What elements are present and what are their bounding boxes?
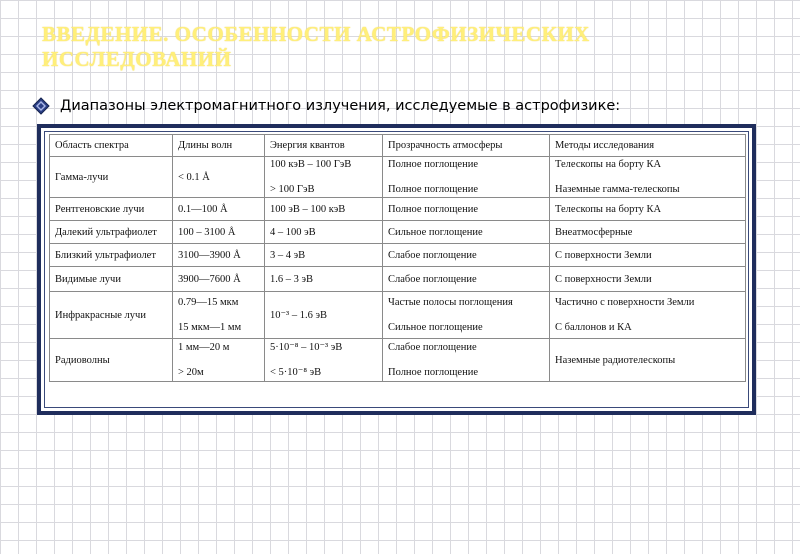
methods-cell [550,221,746,244]
bullet-row [32,97,620,115]
energy-cell [265,339,383,382]
energy-cell-text: 5·10⁻⁸ – 10⁻³ эВ [270,342,343,353]
methods-cell [550,339,746,382]
methods-cell [550,244,746,267]
transparency-cell [383,198,550,221]
methods-cell [550,267,746,292]
wavelength-cell [173,157,265,198]
energy-cell [265,198,383,221]
slide-title: ВВЕДЕНИЕ. ОСОБЕННОСТИ АСТРОФИЗИЧЕСКИХ ИССЛЕДОВАНИЙ [42,22,590,71]
transparency-cell [383,292,550,339]
spectrum-table [49,134,746,382]
table-row [50,267,746,292]
wavelength-cell-text: 15 мкм—1 мм [178,322,242,333]
energy-cell-text: 1.6 – 3 эВ [270,273,314,285]
transparency-cell [383,244,550,267]
wavelength-cell-text: 1 мм—20 м [178,342,230,353]
table-row [50,339,746,382]
line-gap [270,354,377,366]
spectrum-region-cell: Радиоволны [50,339,173,382]
column-header: Прозрачность атмосферы [383,135,550,157]
wavelength-cell [173,267,265,292]
wavelength-cell-text: 100 – 3100 Å [178,226,236,238]
transparency-cell-text: Сильное поглощение [388,226,483,238]
methods-cell [550,157,746,198]
transparency-cell-text: Слабое поглощение [388,342,477,353]
line-gap [388,354,544,366]
column-header: Энергия квантов [265,135,383,157]
methods-cell-text: Внеатмосферные [555,226,633,238]
energy-cell [265,292,383,339]
energy-cell [265,244,383,267]
transparency-cell-text: Полное поглощение [388,159,478,170]
column-header: Методы исследования [550,135,746,157]
wavelength-cell [173,198,265,221]
line-gap [388,309,544,321]
table-row [50,198,746,221]
diamond-bullet-icon [32,97,50,115]
methods-cell-text: Телескопы на борту КА [555,159,662,170]
spectrum-region-cell: Видимые лучи [50,267,173,292]
wavelength-cell-text: 0.1—100 Å [178,203,228,215]
energy-cell-text: 3 – 4 эВ [270,249,306,261]
column-header: Длины волн [173,135,265,157]
transparency-cell-text: Сильное поглощение [388,322,483,333]
transparency-cell-text: Слабое поглощение [388,273,477,285]
line-gap [178,354,259,366]
line-gap [270,171,377,183]
methods-cell-text: Наземные радиотелескопы [555,354,676,366]
wavelength-cell-text: 3100—3900 Å [178,249,241,261]
energy-cell-text: 100 эВ – 100 кэВ [270,203,346,215]
transparency-cell-text: Слабое поглощение [388,249,477,261]
transparency-cell-text: Полное поглощение [388,184,478,195]
methods-cell [550,292,746,339]
transparency-cell [383,221,550,244]
methods-cell-text: С поверхности Земли [555,249,652,261]
wavelength-cell-text: 0.79—15 мкм [178,297,239,308]
spectrum-region-cell: Далекий ультрафиолет [50,221,173,244]
energy-cell-text: 4 – 100 эВ [270,226,316,238]
spectrum-region-cell: Гамма-лучи [50,157,173,198]
transparency-cell-text: Полное поглощение [388,203,478,215]
line-gap [388,171,544,183]
wavelength-cell-text: 3900—7600 Å [178,273,241,285]
methods-cell-text: Наземные гамма-телескопы [555,184,680,195]
methods-cell-text: С баллонов и КА [555,322,632,333]
table-frame [37,124,756,415]
table-row [50,157,746,198]
transparency-cell [383,267,550,292]
wavelength-cell-text: < 0.1 Å [178,171,210,183]
energy-cell-text: > 100 ГэВ [270,184,315,195]
methods-cell-text: Частично с поверхности Земли [555,297,695,308]
spectrum-region-cell: Рентгеновские лучи [50,198,173,221]
methods-cell [550,198,746,221]
line-gap [555,309,740,321]
transparency-cell [383,157,550,198]
table-row [50,292,746,339]
table-row [50,244,746,267]
wavelength-cell [173,244,265,267]
energy-cell-text: 100 кэВ – 100 ГэВ [270,159,352,170]
spectrum-table-body [50,135,746,382]
energy-cell-text: < 5·10⁻⁸ эВ [270,367,322,378]
spectrum-region-cell: Инфракрасные лучи [50,292,173,339]
energy-cell-text: 10⁻³ – 1.6 эВ [270,309,327,321]
energy-cell [265,157,383,198]
bullet-text: Диапазоны электромагнитного излучения, исследуемые в астрофизике: [60,98,621,114]
line-gap [178,309,259,321]
wavelength-cell [173,339,265,382]
spectrum-region-cell: Близкий ультрафиолет [50,244,173,267]
wavelength-cell-text: > 20м [178,367,204,378]
transparency-cell-text: Частые полосы поглощения [388,297,513,308]
energy-cell [265,267,383,292]
table-row [50,221,746,244]
transparency-cell [383,339,550,382]
column-header: Область спектра [50,135,173,157]
methods-cell-text: С поверхности Земли [555,273,652,285]
transparency-cell-text: Полное поглощение [388,367,478,378]
energy-cell [265,221,383,244]
wavelength-cell [173,221,265,244]
methods-cell-text: Телескопы на борту КА [555,203,662,215]
table-header-row [50,135,746,157]
line-gap [555,171,740,183]
wavelength-cell [173,292,265,339]
